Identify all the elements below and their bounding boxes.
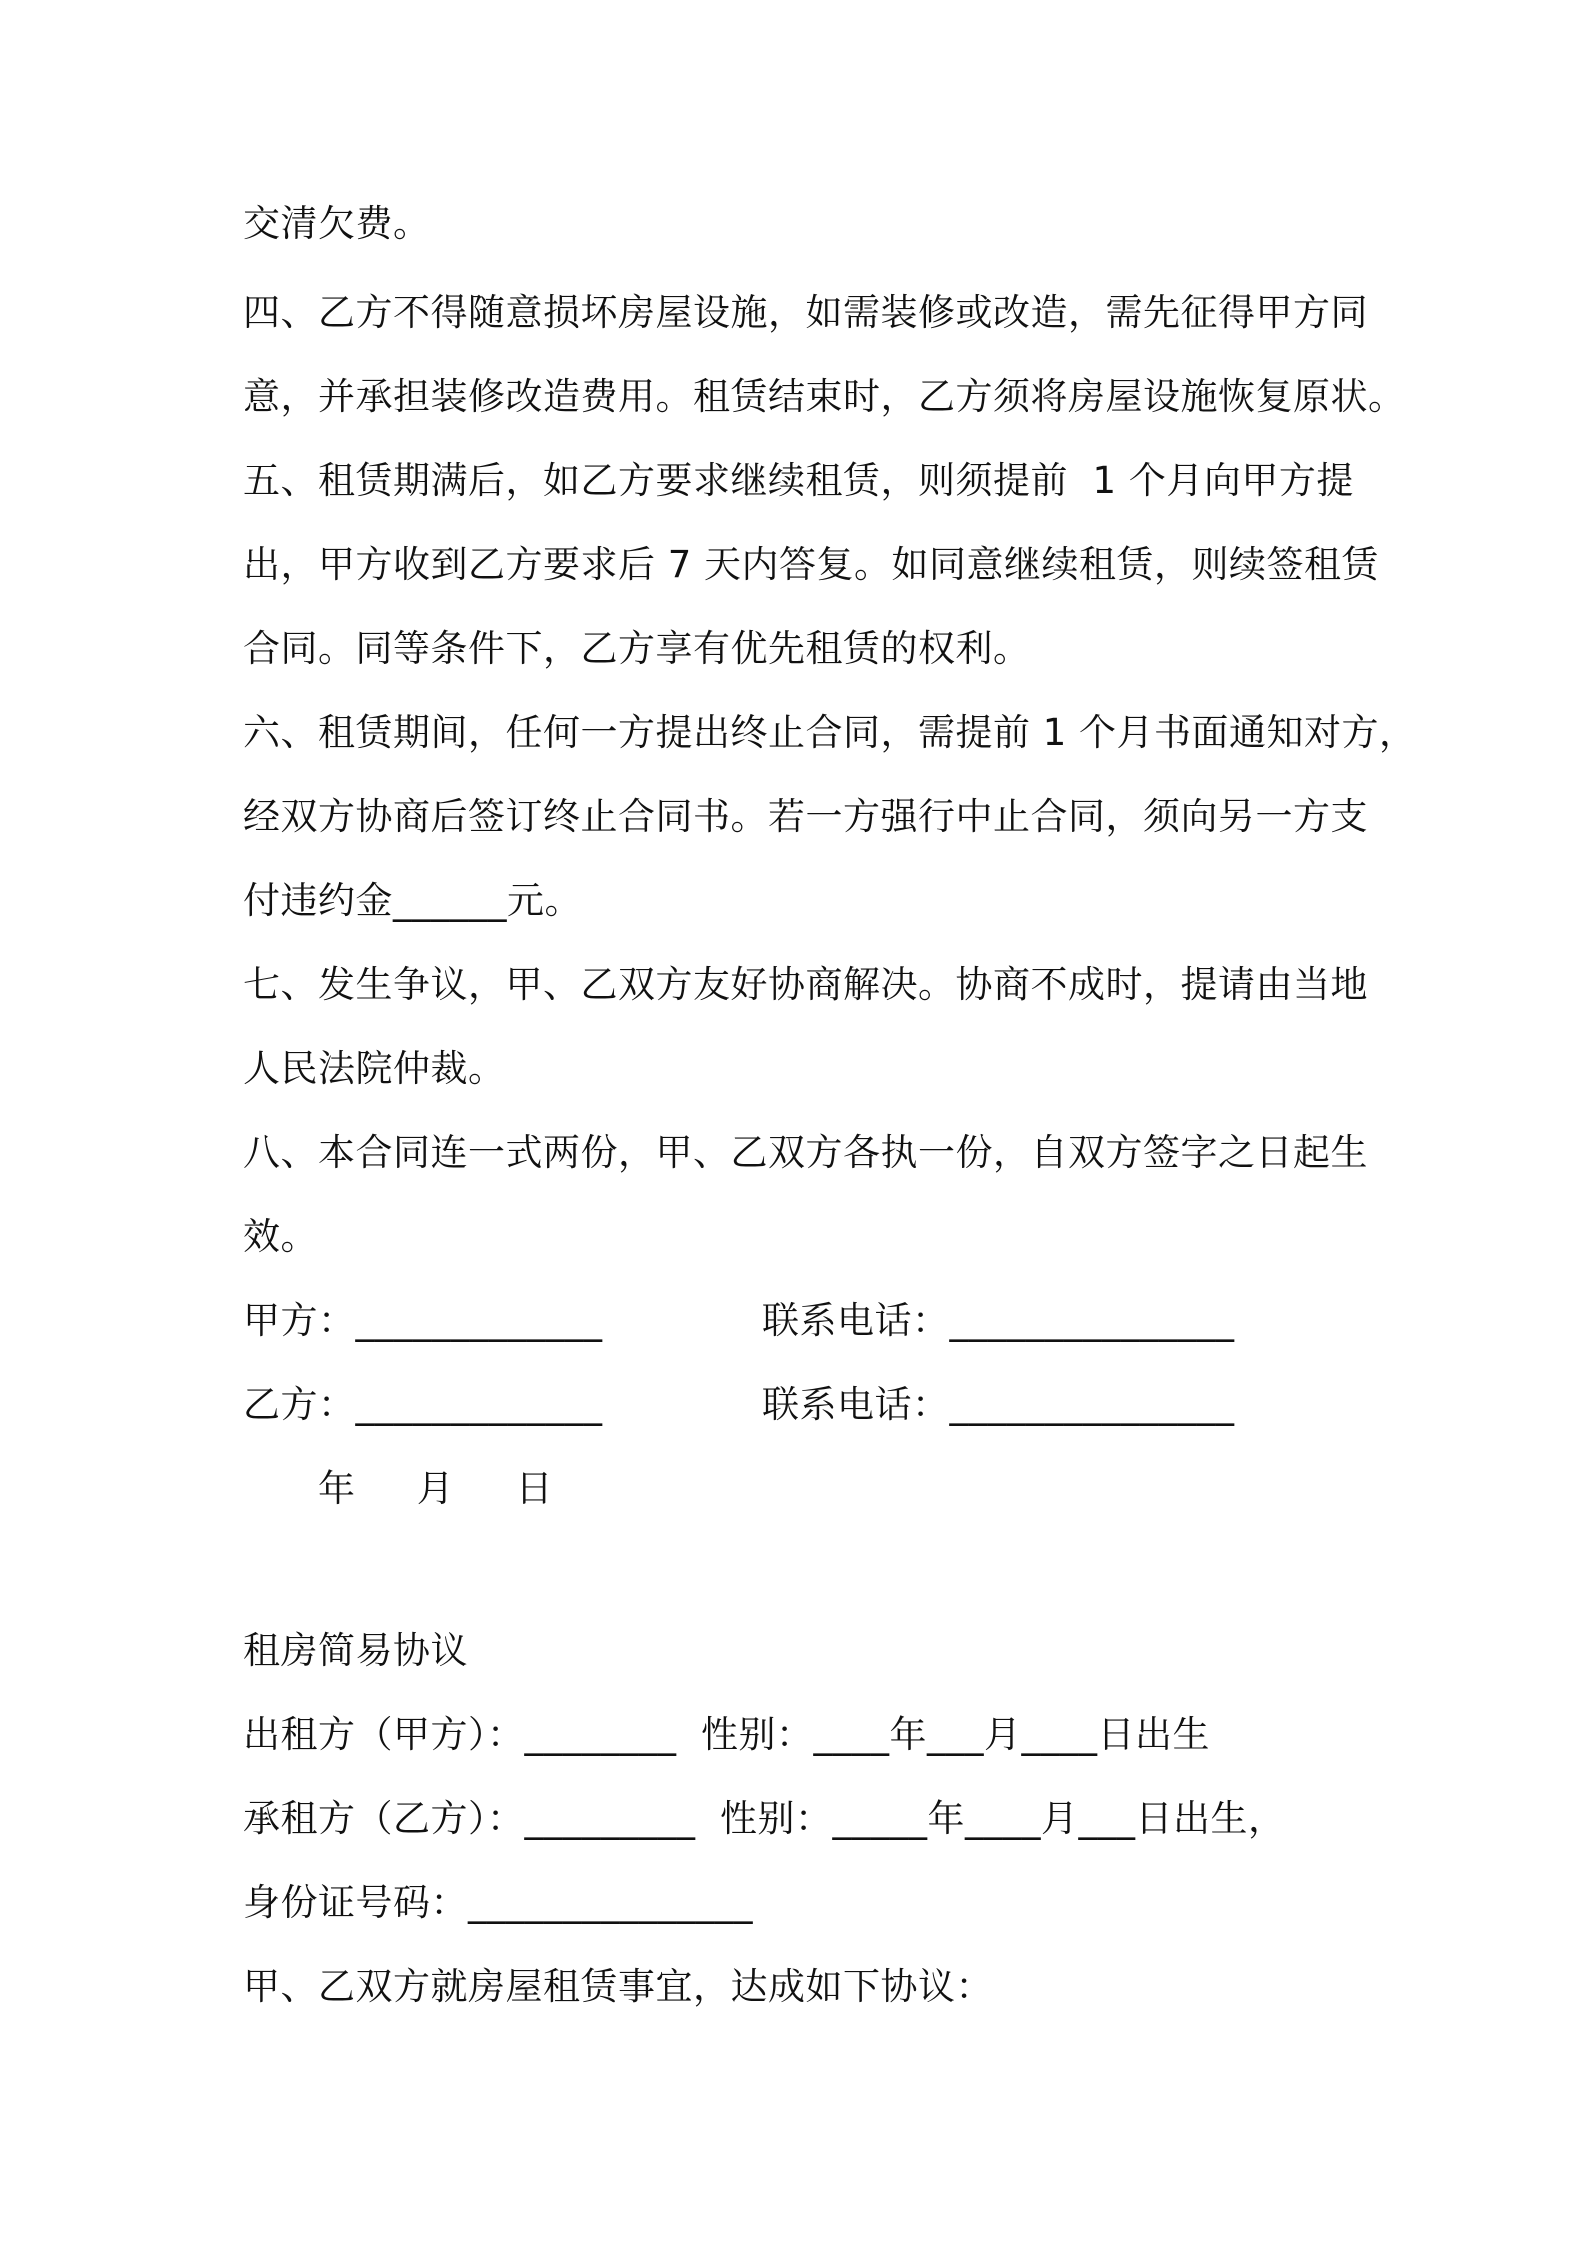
- signature-date: 年 月 日: [318, 1467, 554, 1510]
- clause-6-line-1: 六、租赁期间，任何一方提出终止合同，需提前 1 个月书面通知对方，: [243, 711, 1417, 754]
- clause-line: 交清欠费。: [243, 202, 431, 245]
- lessee-info: 承租方（乙方）：_________ 性别：_____年____月___日出生，: [243, 1797, 1286, 1840]
- agreement-intro: 甲、乙双方就房屋租赁事宜，达成如下协议：: [243, 1965, 993, 2008]
- agreement-title: 租房简易协议: [243, 1629, 468, 1672]
- clause-8-line-2: 效。: [243, 1215, 318, 1258]
- clause-6-line-2: 经双方协商后签订终止合同书。若一方强行中止合同，须向另一方支: [243, 795, 1368, 838]
- clause-4-line-2: 意，并承担装修改造费用。租赁结束时，乙方须将房屋设施恢复原状。: [243, 375, 1406, 418]
- clause-4-line-1: 四、乙方不得随意损坏房屋设施，如需装修或改造，需先征得甲方同: [243, 291, 1368, 334]
- clause-7-line-1: 七、发生争议，甲、乙双方友好协商解决。协商不成时，提请由当地: [243, 963, 1368, 1006]
- clause-6-line-3: 付违约金______元。: [243, 879, 582, 922]
- clause-8-line-1: 八、本合同连一式两份，甲、乙双方各执一份，自双方签字之日起生: [243, 1131, 1368, 1174]
- clause-5-line-3: 合同。同等条件下，乙方享有优先租赁的权利。: [243, 627, 1031, 670]
- id-number-field: 身份证号码：_______________: [243, 1881, 753, 1924]
- party-a-signature: 甲方：_____________: [243, 1299, 603, 1342]
- party-a-phone: 联系电话：_______________: [762, 1299, 1235, 1342]
- clause-5-line-2: 出，甲方收到乙方要求后 7 天内答复。如同意继续租赁，则续签租赁: [243, 543, 1380, 586]
- party-b-signature: 乙方：_____________: [243, 1383, 603, 1426]
- party-b-phone: 联系电话：_______________: [762, 1383, 1235, 1426]
- clause-7-line-2: 人民法院仲裁。: [243, 1047, 506, 1090]
- clause-5-line-1: 五、租赁期满后，如乙方要求继续租赁，则须提前 1 个月向甲方提: [243, 459, 1354, 502]
- lessor-info: 出租方（甲方）：________ 性别：____年___月____日出生: [243, 1713, 1211, 1756]
